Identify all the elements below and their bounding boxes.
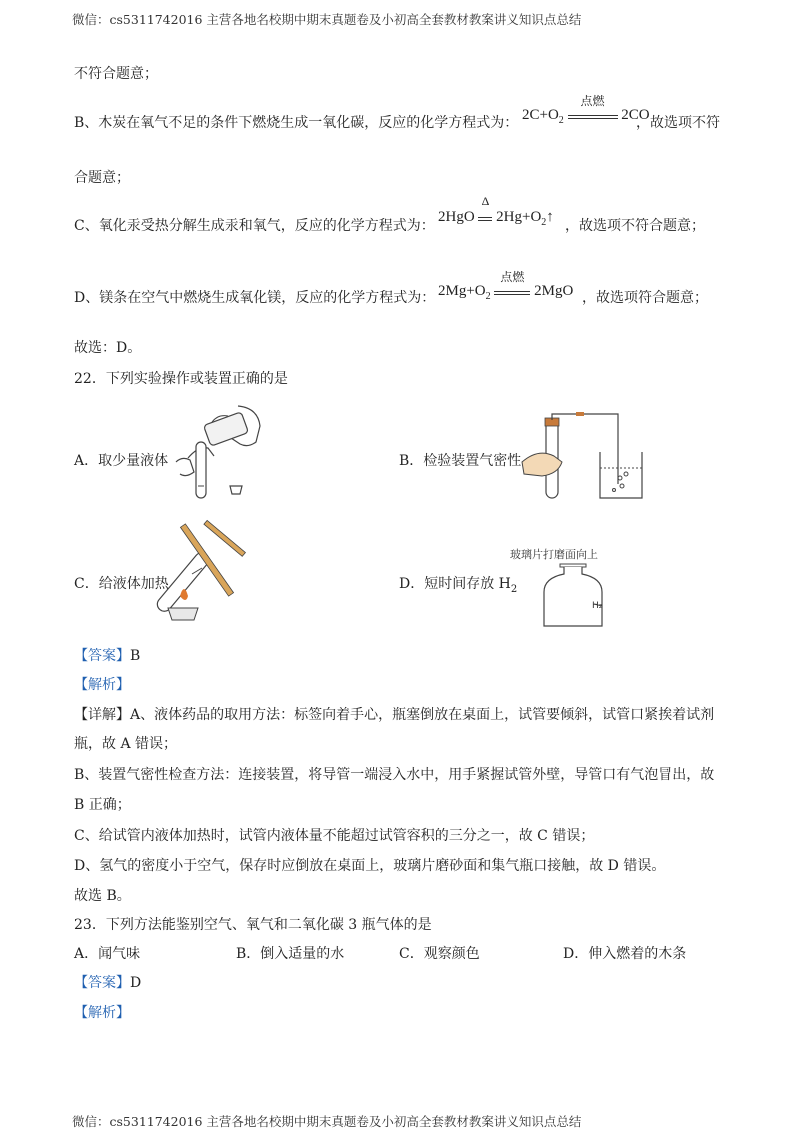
figure-d-gas-bottle bbox=[540, 562, 620, 628]
answer-line bbox=[74, 646, 140, 666]
text-segment: ，故选项不符合题意； bbox=[565, 218, 705, 234]
question-22-stem: 22．下列实验操作或装置正确的是 bbox=[74, 371, 288, 387]
eq-left: 2Mg+O bbox=[438, 283, 486, 299]
eq-right: 2MgO bbox=[534, 283, 574, 299]
equation-d bbox=[438, 270, 574, 302]
figure-d-label: H₂ bbox=[592, 601, 603, 611]
eq-condition bbox=[568, 94, 618, 119]
detail-line: C、给试管内液体加热时，试管内液体量不能超过试管容积的三分之一，故 C 错误； bbox=[74, 828, 595, 844]
text-segment: B、木炭在氧气不足的条件下燃烧生成一氧化碳，反应的化学方程式为： bbox=[74, 115, 519, 131]
q23-option-d: D．伸入燃着的木条 bbox=[563, 946, 687, 962]
figure-c-heat-liquid bbox=[150, 512, 280, 622]
figure-d-caption: 玻璃片打磨面向上 bbox=[510, 548, 598, 561]
q22-option-b: B．检验装置气密性 bbox=[399, 453, 522, 469]
eq-sub: 2 bbox=[558, 115, 564, 126]
detail-line: 瓶，故 A 错误； bbox=[74, 736, 178, 752]
q22-option-a: A．取少量液体 bbox=[74, 453, 169, 469]
page-footer: 微信：cs5311742016 主营各地名校期中期末真题卷及小初高全套教材教案讲义知识点总结 bbox=[72, 1114, 582, 1129]
q23-option-c: C．观察颜色 bbox=[399, 946, 480, 962]
answer-tag: 【答案】 bbox=[74, 975, 130, 991]
text-line: 合题意； bbox=[74, 170, 130, 186]
eq-sub: 2 bbox=[541, 217, 547, 228]
q23-option-b: B．倒入适量的水 bbox=[236, 946, 345, 962]
text-segment: D．短时间存放 H bbox=[399, 576, 511, 592]
answer-value: B bbox=[130, 648, 141, 664]
text-segment: A、液体药品的取用方法：标签向着手心，瓶塞倒放在桌面上，试管要倾斜，试管口紧挨着试剂 bbox=[130, 707, 715, 723]
detail-line: B 正确； bbox=[74, 797, 131, 813]
figure-b-airtightness-check bbox=[518, 412, 658, 502]
eq-condition bbox=[478, 194, 492, 221]
text-segment: ，故选项不符 bbox=[636, 115, 720, 131]
option-d-explanation: D、镁条在空气中燃烧生成氧化镁，反应的化学方程式为： bbox=[74, 290, 436, 306]
eq-condition-text: 点燃 bbox=[500, 270, 525, 284]
figure-a-pour-liquid bbox=[168, 402, 268, 502]
q23-option-a: A．闻气味 bbox=[74, 946, 141, 962]
answer-value: D bbox=[130, 975, 142, 991]
eq-right: 2CO bbox=[621, 107, 650, 123]
choose-line: 故选 B。 bbox=[74, 888, 131, 904]
option-b-explanation bbox=[74, 113, 518, 133]
q22-option-d bbox=[399, 574, 517, 600]
text-line: 不符合题意； bbox=[74, 66, 158, 82]
equation-c bbox=[438, 194, 554, 228]
eq-condition bbox=[494, 270, 530, 295]
detail-tag: 【详解】 bbox=[74, 707, 130, 723]
gas-arrow: ↑ bbox=[546, 209, 554, 225]
subscript: 2 bbox=[510, 583, 518, 595]
eq-condition-text: 点燃 bbox=[580, 94, 605, 108]
eq-left: 2C+O bbox=[522, 107, 559, 123]
eq-condition-text: Δ bbox=[481, 194, 490, 208]
detail-line: B、装置气密性检查方法：连接装置，将导管一端浸入水中，用手紧握试管外壁，导管口有气泡冒出，故 bbox=[74, 767, 715, 783]
page-header: 微信：cs5311742016 主营各地名校期中期末真题卷及小初高全套教材教案讲义知识点总结 bbox=[72, 12, 582, 27]
question-23-stem: 23．下列方法能鉴别空气、氧气和二氧化碳 3 瓶气体的是 bbox=[74, 917, 432, 933]
eq-sub: 2 bbox=[485, 291, 491, 302]
q22-option-c: C．给液体加热 bbox=[74, 576, 169, 592]
text-segment: ，故选项符合题意； bbox=[582, 290, 708, 306]
eq-right: 2Hg+O bbox=[496, 209, 542, 225]
eq-left: 2HgO bbox=[438, 209, 475, 225]
option-c-explanation: C、氧化汞受热分解生成汞和氧气，反应的化学方程式为： bbox=[74, 218, 435, 234]
choose-line: 故选：D。 bbox=[74, 340, 142, 356]
analysis-tag: 【解析】 bbox=[74, 1005, 130, 1021]
answer-line bbox=[74, 973, 141, 993]
detail-line bbox=[74, 705, 714, 725]
answer-tag: 【答案】 bbox=[74, 648, 130, 664]
detail-line: D、氢气的密度小于空气，保存时应倒放在桌面上，玻璃片磨砂面和集气瓶口接触，故 D 错误。 bbox=[74, 858, 666, 874]
analysis-tag: 【解析】 bbox=[74, 677, 130, 693]
equation-b bbox=[522, 94, 650, 126]
